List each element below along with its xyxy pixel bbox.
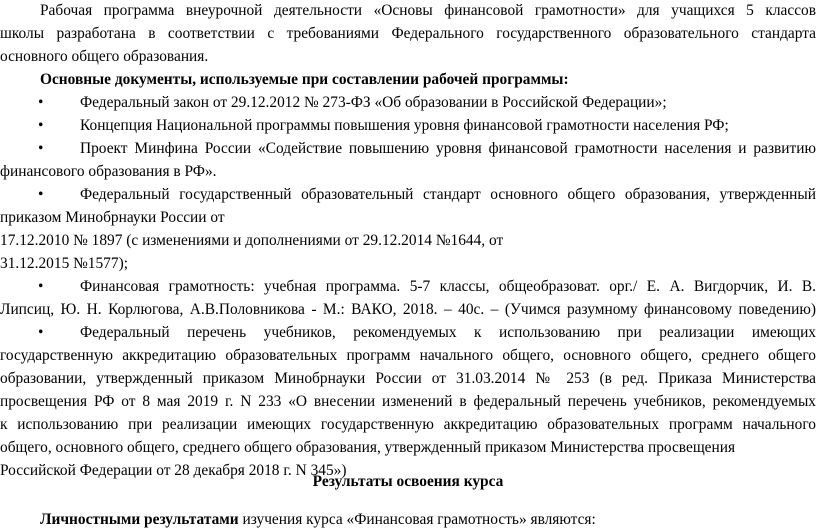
documents-heading: Основные документы, используемые при составлении рабочей программы: bbox=[40, 71, 569, 88]
doc-item-3 bbox=[0, 137, 816, 160]
personal-results-line bbox=[0, 508, 816, 531]
intro-line-1: Рабочая программа внеурочной деятельности «Основы финансовой грамотности» для учащихся 5 классов bbox=[40, 2, 816, 19]
doc-item-6 bbox=[0, 321, 816, 344]
intro-line-3: основного общего образования. bbox=[0, 48, 209, 65]
bullet-6: • bbox=[38, 324, 44, 341]
personal-results-text: изучения курса «Финансовая грамотность» являются: bbox=[238, 511, 596, 528]
results-heading: Результаты освоения курса bbox=[312, 473, 504, 490]
doc-6-line-2: государственную аккредитацию образовательных программ начального общего, основного общего, среднего общего bbox=[0, 347, 816, 364]
bullet-2: • bbox=[38, 117, 44, 134]
bullet-5: • bbox=[38, 278, 44, 295]
personal-results-label: Личностными результатами bbox=[40, 511, 239, 528]
doc-5-line-1: Финансовая грамотность: учебная программа. 5-7 классы, общеобразоват. орг./ Е. А. Вигдорчик, И. В. bbox=[80, 278, 816, 295]
doc-6-line-6: общего, основного общего, среднего общего образования, утвержденный приказом Министерства просвещения bbox=[0, 439, 736, 456]
doc-item-1 bbox=[0, 91, 816, 114]
doc-item-2 bbox=[0, 114, 816, 137]
doc-3-line-1: Проект Минфина России «Содействие повышению уровня финансовой грамотности населения и развитию bbox=[80, 140, 816, 157]
doc-5-line-2: Липсиц, Ю. Н. Корлюгова, А.В.Половникова - М.: ВАКО, 2018. – 40с. – (Учимся разумному финансовому поведению) bbox=[0, 301, 816, 318]
bullet-3: • bbox=[38, 140, 44, 157]
doc-4-line-1: Федеральный государственный образовательный стандарт основного общего образования, утвержденный bbox=[80, 186, 816, 203]
doc-6-line-7: Российской Федерации от 28 декабря 2018 г. N 345») bbox=[0, 462, 347, 479]
bullet-4: • bbox=[38, 186, 44, 203]
doc-6-line-1: Федеральный перечень учебников, рекомендуемых к использованию при реализации имеющих bbox=[80, 324, 816, 341]
doc-4-line-3: 17.12.2010 № 1897 (с изменениями и дополнениями от 29.12.2014 №1644, от bbox=[0, 232, 504, 249]
doc-item-5 bbox=[0, 275, 816, 298]
doc-3-line-2: финансового образования в РФ». bbox=[0, 163, 217, 180]
bullet-1: • bbox=[38, 94, 44, 111]
doc-4-line-2: приказом Минобрнауки России от bbox=[0, 209, 225, 226]
intro-line-2: школы разработана в соответствии с требованиями Федерального государственного образовательного стандарта bbox=[0, 25, 816, 42]
doc-6-line-5: к использованию при реализации имеющих государственную аккредитацию образовательных программ начального bbox=[0, 416, 816, 433]
doc-2-line-1: Концепция Национальной программы повышения уровня финансовой грамотности населения РФ; bbox=[80, 117, 729, 134]
doc-6-line-3: образовании, утвержденный приказом Минобрнауки России от 31.03.2014 № 253 (в ред. Приказа Министерства bbox=[0, 370, 816, 387]
doc-item-4 bbox=[0, 183, 816, 206]
doc-6-line-4: просвещения РФ от 8 мая 2019 г. N 233 «О внесении изменений в федеральный перечень учебников, рекомендуемых bbox=[0, 393, 816, 410]
doc-1-line-1: Федеральный закон от 29.12.2012 № 273-ФЗ «Об образовании в Российской Федерации»; bbox=[80, 94, 667, 111]
doc-4-line-4: 31.12.2015 №1577); bbox=[0, 255, 128, 272]
